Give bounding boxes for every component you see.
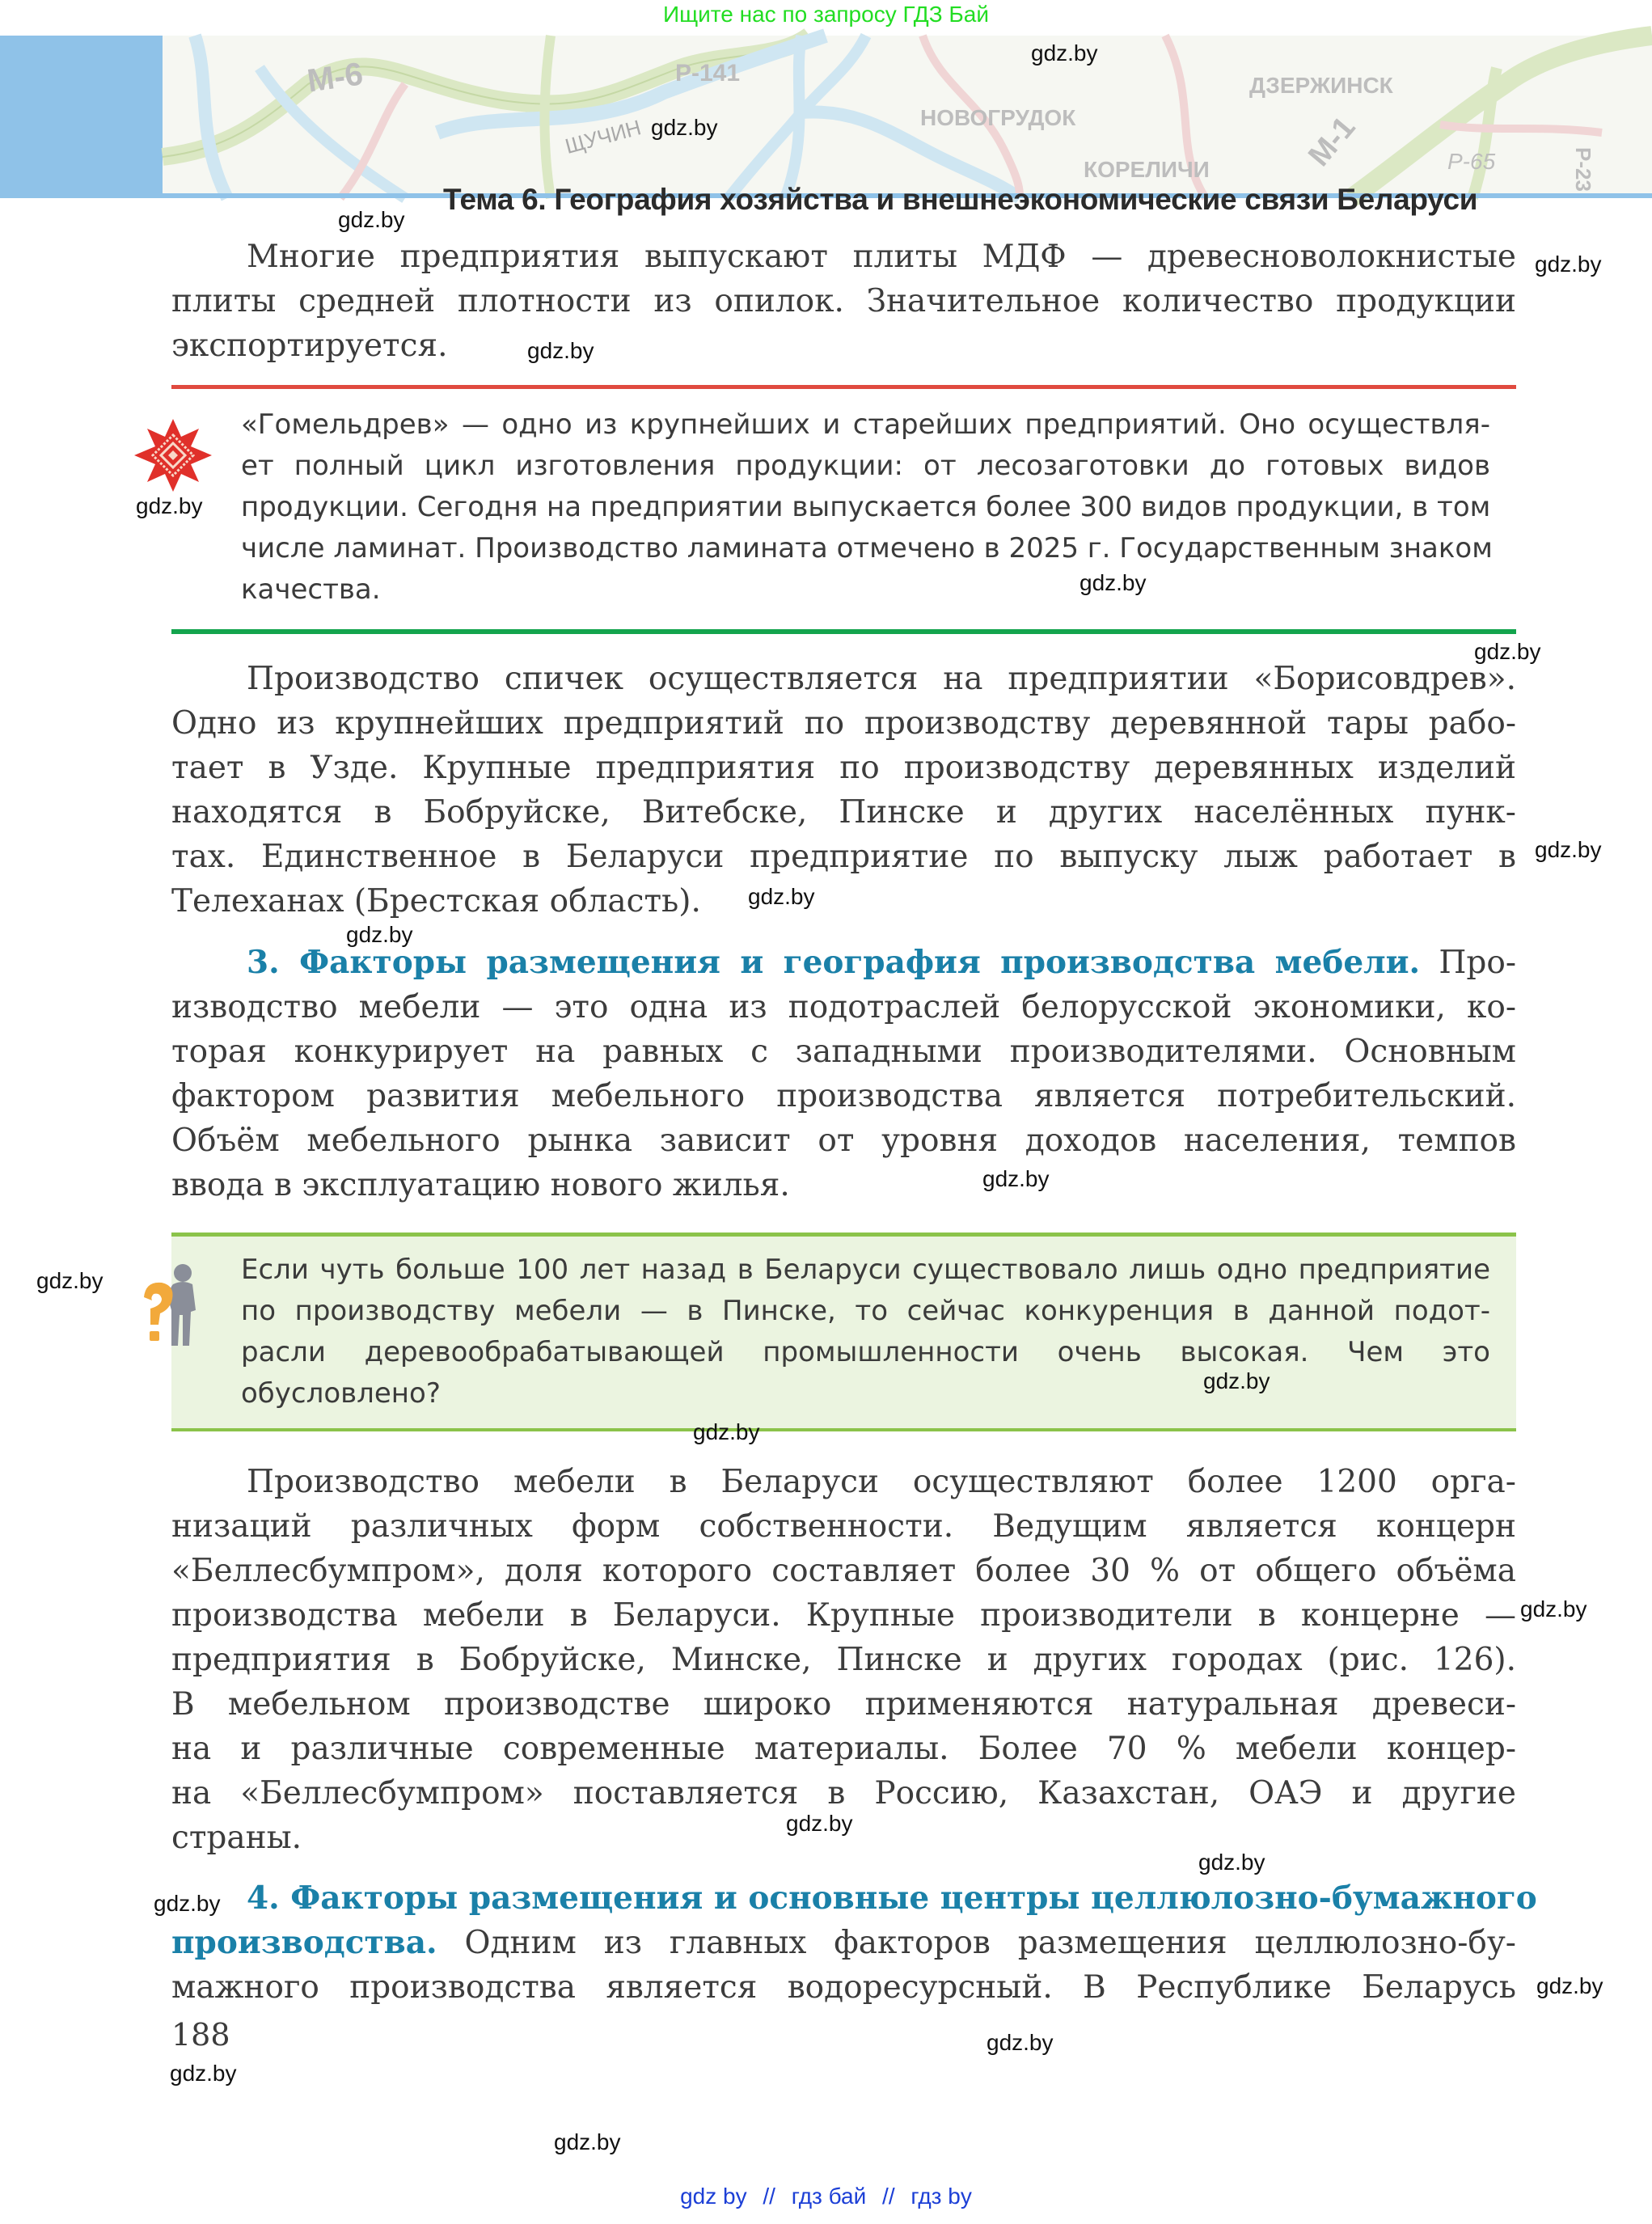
text-line: экспортируется. (171, 328, 448, 364)
watermark: gdz.by (786, 1811, 853, 1836)
heading-tail: Про- (1420, 945, 1517, 981)
map-label: ЩУЧИН (562, 115, 644, 159)
section-heading: 4. Факторы размещения и основные центры целлюлозно-бумажного (247, 1879, 1537, 1917)
watermark: gdz.by (554, 2129, 621, 2154)
map-label: НОВОГРУДОК (920, 105, 1076, 130)
watermark: gdz.by (693, 1419, 760, 1444)
text-line: Многие предприятия выпускают плиты МДФ — древесноволокнистые (247, 239, 1516, 275)
watermark: gdz.by (982, 1166, 1050, 1191)
footer-link-gdz-by-cyr[interactable]: гдз by (911, 2184, 972, 2209)
text-line: В мебельном производстве широко применяются натуральная древеси- (171, 1686, 1516, 1723)
info-box-bottom-border (171, 629, 1516, 634)
watermark: gdz.by (1031, 40, 1098, 66)
text-line: на и различные современные материалы. Более 70 % мебели концер- (171, 1731, 1516, 1767)
chapter-header (0, 36, 1652, 216)
top-banner: Ищите нас по запросу ГДЗ Бай (662, 2, 990, 27)
text-line: качества. (241, 573, 381, 606)
text-line: обусловлено? (241, 1377, 441, 1410)
text-line: «Гомельдрев» — одно из крупнейших и старейших предприятий. Оно осуществля- (241, 408, 1490, 441)
text-line: Производство мебели в Беларуси осуществляют более 1200 орга- (247, 1464, 1516, 1500)
map-background-icon (163, 36, 1652, 198)
text-line: плиты средней плотности из опилок. Значительное количество продукции (171, 283, 1516, 319)
text-line: по производству мебели — в Пинске, то сейчас конкуренция в данной подот- (241, 1295, 1490, 1327)
text-line: Телеханах (Брестская область). (171, 883, 701, 920)
watermark: gdz.by (136, 493, 203, 518)
section-heading: 3. Факторы размещения и география производства мебели. (247, 944, 1421, 981)
info-box-top-border (171, 385, 1516, 389)
map-label: КОРЕЛИЧИ (1084, 157, 1210, 182)
map-label: Р-65 (1447, 149, 1496, 174)
text-line: фактором развития мебельного производства является потребительский. (171, 1078, 1516, 1114)
section-heading-cont: производства. (171, 1924, 437, 1961)
text-line: ввода в эксплуатацию нового жилья. (171, 1167, 790, 1203)
text-line: расли деревообрабатывающей промышленности очень высокая. Чем это (241, 1336, 1490, 1368)
map-label: ДЗЕРЖИНСК (1249, 73, 1393, 98)
belarusian-ornament-icon (134, 419, 212, 492)
chapter-title: Тема 6. География хозяйства и внешнеэкономические связи Беларуси (443, 183, 1478, 216)
text-line: тает в Узде. Крупные предприятия по производству деревянных изделий (171, 750, 1516, 786)
question-figure-icon (136, 1262, 205, 1351)
watermark: gdz.by (651, 115, 718, 140)
watermark: gdz.by (527, 338, 594, 363)
text-tail: Одним из главных факторов размещения целлюлозно-бу- (437, 1925, 1516, 1961)
text-line: Одно из крупнейших предприятий по производству деревянной тары рабо- (171, 705, 1516, 742)
map-label: М-1 (1302, 110, 1363, 173)
watermark: gdz.by (987, 2030, 1054, 2055)
footer-separator: // (882, 2184, 895, 2209)
paragraph-mdf (171, 235, 1516, 368)
watermark: gdz.by (154, 1891, 221, 1916)
watermark: gdz.by (1535, 252, 1602, 277)
text-line: Если чуть больше 100 лет назад в Беларуси существовало лишь одно предприятие (241, 1254, 1490, 1286)
watermark: gdz.by (1536, 1973, 1603, 1998)
text-line: «Беллесбумпром», доля которого составляет более 30 % от общего объёма (171, 1553, 1516, 1589)
footer-links (0, 2184, 1652, 2209)
text-line: числе ламинат. Производство ламината отмечено в 2025 г. Государственным знаком (241, 532, 1493, 564)
text-line: низаций различных форм собственности. Ведущим является концерн (171, 1508, 1516, 1545)
text-line: находятся в Бобруйске, Витебске, Пинске и других населённых пунк- (171, 794, 1516, 831)
section-3-furniture (171, 941, 1516, 1207)
paragraph-furniture-production (171, 1460, 1516, 1860)
watermark: gdz.by (1198, 1850, 1265, 1875)
text-line: предприятия в Бобруйске, Минске, Пинске и других городах (рис. 126). (171, 1642, 1516, 1678)
text-line: продукции. Сегодня на предприятии выпускается более 300 видов продукции, в том (241, 491, 1491, 523)
footer-separator: // (763, 2184, 775, 2209)
text-line: страны. (171, 1820, 302, 1856)
text-line: на «Беллесбумпром» поставляется в Россию, Казахстан, ОАЭ и другие (171, 1775, 1516, 1812)
map-label: Р-141 (675, 60, 741, 87)
text-line (171, 1921, 1516, 1965)
map-label: Р-23 (1570, 147, 1595, 192)
text-line: производства мебели в Беларуси. Крупные производители в концерне — (171, 1597, 1516, 1634)
info-box-gomeldrev (241, 404, 1493, 611)
watermark: gdz.by (748, 884, 815, 909)
watermark: gdz.by (346, 922, 413, 947)
paragraph-wood-products (171, 657, 1516, 924)
text-line: тах. Единственное в Беларуси предприятие по выпуску лыж работает в (171, 839, 1516, 875)
map-label: М-6 (305, 56, 365, 99)
text-line: мажного производства является водоресурсный. В Республике Беларусь (171, 1969, 1516, 2006)
watermark: gdz.by (1520, 1596, 1587, 1621)
header-side-block (0, 36, 163, 198)
watermark: gdz.by (338, 207, 405, 232)
footer-link-gdz-by[interactable]: gdz by (680, 2184, 747, 2209)
footer-link-gdz-bai[interactable]: гдз бай (791, 2184, 867, 2209)
text-line: Производство спичек осуществляется на предприятии «Борисовдрев». (247, 661, 1516, 697)
text-line: торая конкурирует на равных с западными производителями. Основным (171, 1034, 1516, 1070)
watermark: gdz.by (1080, 570, 1147, 595)
question-text (241, 1249, 1490, 1414)
watermark: gdz.by (1535, 837, 1602, 862)
page-number: 188 (171, 2017, 230, 2053)
text-line (171, 1876, 1537, 1921)
watermark: gdz.by (1474, 639, 1541, 664)
text-line: Объём мебельного рынка зависит от уровня доходов населения, темпов (171, 1123, 1516, 1159)
text-line: изводство мебели — это одна из подотраслей белорусской экономики, ко- (171, 989, 1516, 1025)
watermark: gdz.by (1203, 1368, 1270, 1393)
watermark: gdz.by (170, 2061, 237, 2086)
watermark: gdz.by (36, 1268, 104, 1293)
section-4-pulp-paper (171, 1876, 1537, 2010)
text-line: ет полный цикл изготовления продукции: от лесозаготовки до готовых видов (241, 450, 1490, 482)
